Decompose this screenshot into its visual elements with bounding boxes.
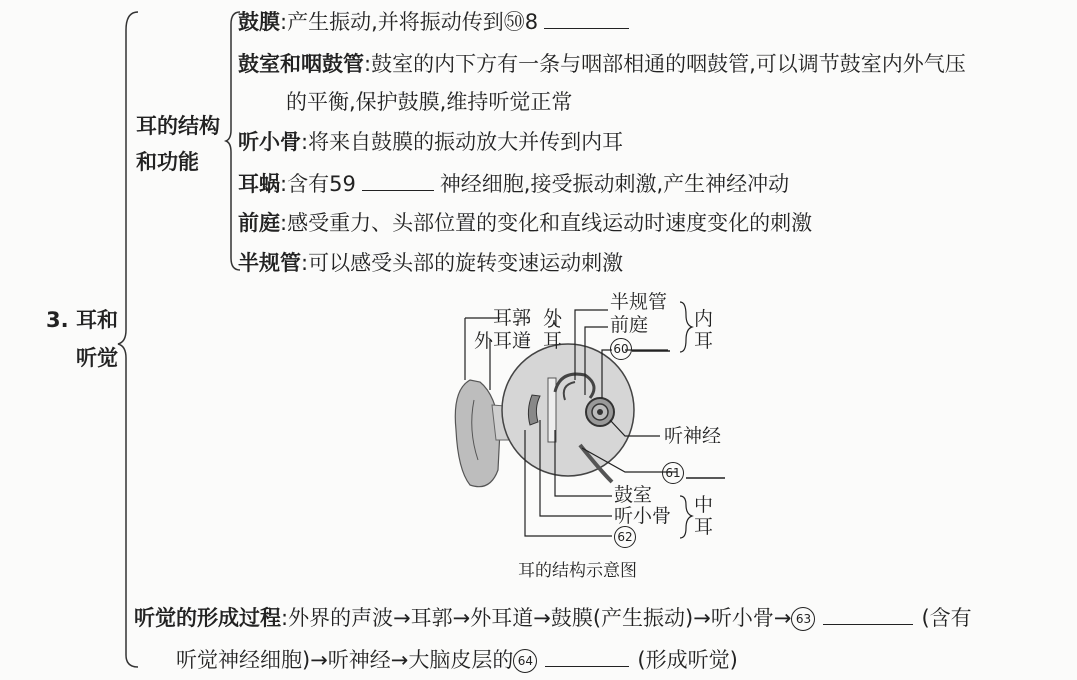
label-tingshenjing: 听神经 [664, 425, 722, 447]
answer-blank-63 [823, 606, 913, 625]
desc: :感受重力、头部位置的变化和直线运动时速度变化的刺激 [280, 211, 813, 235]
label-er-middle: 耳 [694, 516, 714, 538]
section-title-line2: 听觉 [76, 346, 118, 370]
blank-number: 59 [329, 172, 356, 196]
circle-64: 64 [513, 649, 537, 673]
section-number: 3. [46, 308, 69, 332]
label-banguiguan: 半规管 [610, 291, 668, 313]
term: 鼓室和咽鼓管 [238, 52, 364, 76]
desc: :产生振动,并将振动传到 [280, 10, 504, 34]
process-line1 [134, 604, 972, 632]
desc: :含有 [280, 172, 330, 196]
term: 鼓膜 [238, 10, 280, 34]
label-waierdao: 外耳道 [474, 330, 532, 352]
desc: :将来自鼓膜的振动放大并传到内耳 [301, 130, 624, 154]
label-nei: 内 [694, 308, 714, 330]
structure-label-line1: 耳的结构 [136, 114, 220, 138]
label-tingxiaogu: 听小骨 [614, 505, 672, 527]
process-term: 听觉的形成过程 [134, 606, 281, 630]
label-qianting: 前庭 [610, 314, 649, 336]
diagram-caption: 耳的结构示意图 [518, 561, 637, 581]
blank-number: ㊿8 [503, 10, 539, 34]
process-text1: :外界的声波→耳郭→外耳道→鼓膜(产生振动)→听小骨→ [281, 606, 792, 630]
process-line2 [176, 646, 738, 674]
label-62-circle: 62 [614, 526, 636, 548]
circle-63: 63 [791, 607, 815, 631]
process-text2: (含有 [921, 606, 972, 630]
desc: :可以感受头部的旋转变速运动刺激 [301, 251, 624, 275]
term: 前庭 [238, 211, 280, 235]
structure-label-line2: 和功能 [136, 150, 199, 174]
desc: :鼓室的内下方有一条与咽部相通的咽鼓管,可以调节鼓室内外气压 [364, 52, 966, 76]
label-erguo: 耳郭 [493, 307, 532, 329]
label-zhong: 中 [694, 494, 714, 516]
label-60-circle: 60 [610, 338, 632, 360]
process-text3: 听觉神经细胞)→听神经→大脑皮层的 [176, 648, 514, 672]
term: 听小骨 [238, 130, 301, 154]
term: 耳蜗 [238, 172, 280, 196]
answer-blank-64 [545, 648, 629, 667]
item-gushi-cont: 的平衡,保护鼓膜,维持听觉正常 [286, 90, 573, 114]
term: 半规管 [238, 251, 301, 275]
label-61-circle: 61 [662, 462, 684, 484]
desc-after: 神经细胞,接受振动刺激,产生神经冲动 [439, 172, 790, 196]
process-text4: (形成听觉) [637, 648, 738, 672]
label-er-outer: 耳 [543, 330, 563, 352]
label-gushi: 鼓室 [614, 484, 653, 506]
label-er-inner: 耳 [694, 330, 714, 352]
section-title-line1: 耳和 [76, 308, 118, 332]
label-wai: 外 [543, 307, 563, 329]
